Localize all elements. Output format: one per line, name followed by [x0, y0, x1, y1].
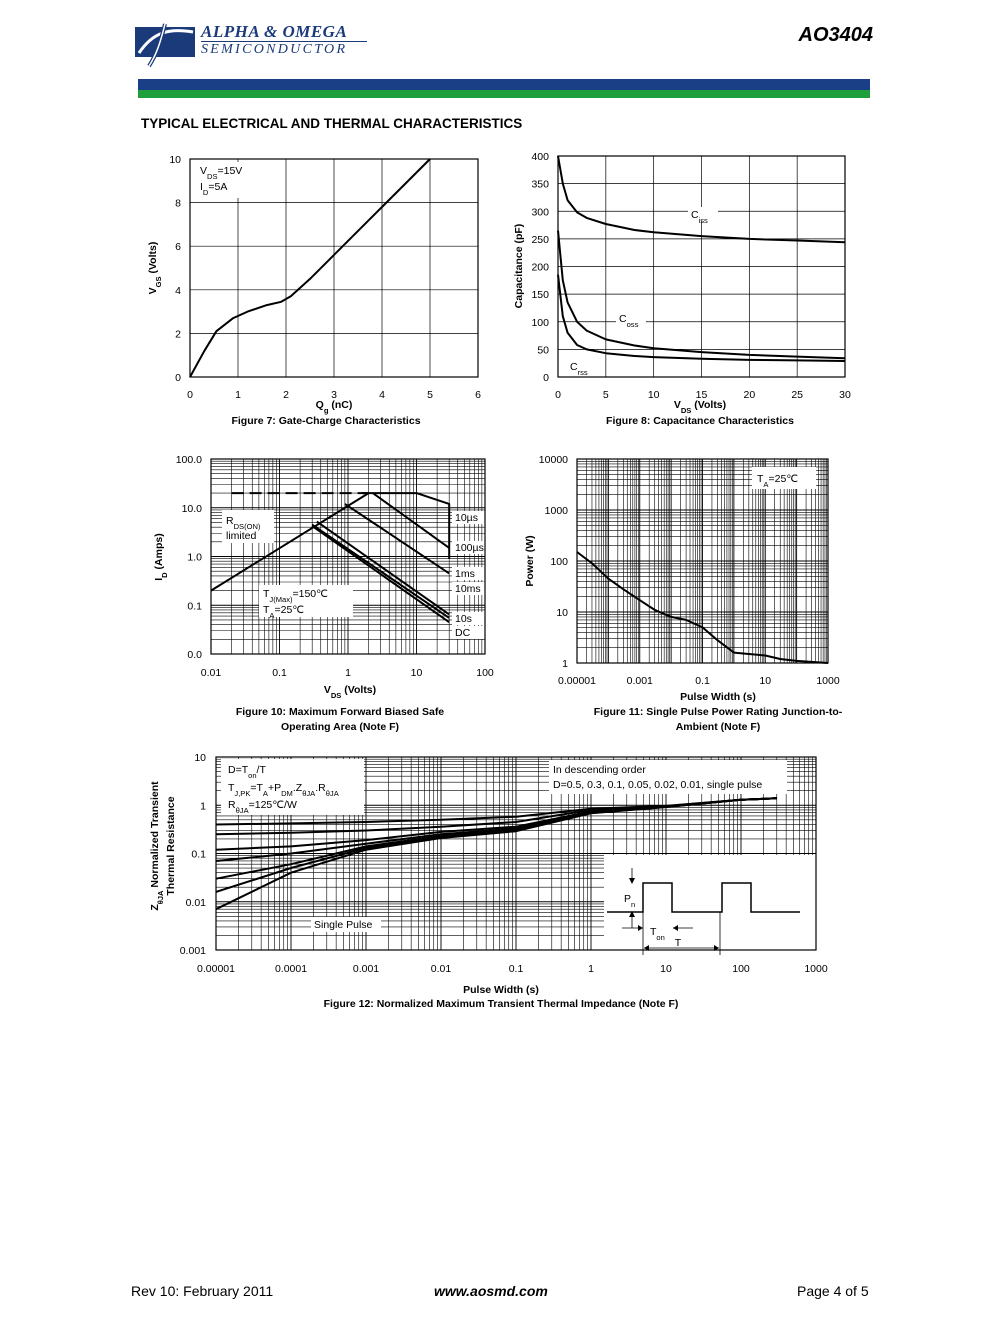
x-tick-label: 0.01 — [200, 667, 222, 679]
curve-label: 10s — [455, 613, 472, 625]
company-subtitle: SEMICONDUCTOR — [201, 42, 348, 57]
pulse-inset — [604, 855, 816, 950]
y-tick-label: 10 — [169, 154, 181, 166]
x-tick-label: 20 — [743, 389, 756, 401]
y-tick-label: 1 — [200, 800, 206, 813]
y-tick-label: 8 — [175, 197, 181, 210]
annotation-single-pulse: Single Pulse — [314, 919, 373, 931]
x-tick-label: 1000 — [816, 675, 840, 687]
x-tick-label: 4 — [379, 389, 385, 401]
annotation-limited: limited — [226, 530, 257, 542]
y-tick-label: 4 — [175, 284, 181, 297]
footer-revision: Rev 10: February 2011 — [131, 1283, 274, 1299]
chart-title: Figure 10: Maximum Forward Biased Safe — [235, 706, 445, 718]
y-tick-label: 50 — [537, 344, 549, 357]
chart-title: Figure 11: Single Pulse Power Rating Junction-to- — [593, 706, 843, 718]
x-tick-label: 30 — [839, 389, 851, 401]
x-tick-label: 0.001 — [352, 963, 380, 975]
y-tick-label: 0 — [175, 372, 181, 384]
y-tick-label: 0.001 — [179, 945, 206, 957]
y-axis-label: $Z_{\theta JA}$ Normalized Transient — [149, 781, 165, 911]
y-tick-label: 250 — [531, 233, 549, 246]
x-axis-label: $V_{DS}$ (Volts) — [673, 399, 727, 415]
y-tick-label: 350 — [531, 178, 549, 191]
y-tick-label: 0.1 — [187, 600, 202, 613]
x-tick-label: 10 — [647, 389, 660, 401]
inset-label-pn: $P_n$ — [624, 893, 636, 909]
chart-title: Figure 8: Capacitance Characteristics — [606, 415, 794, 427]
x-tick-label: 1 — [235, 389, 241, 401]
chart-fig8 — [513, 151, 851, 427]
x-axis-label: $Q_g$ (nC) — [315, 399, 353, 415]
x-tick-label: 5 — [602, 389, 609, 401]
section-title: TYPICAL ELECTRICAL AND THERMAL CHARACTERISTICS — [141, 116, 523, 131]
company-name: ALPHA & OMEGA — [201, 22, 348, 41]
y-axis-label: $I_D$ (Amps) — [153, 533, 169, 581]
chart-fig7 — [147, 154, 481, 427]
annotation-rtheta: $R_{\theta JA}=125℃/W$ — [228, 799, 297, 815]
chart-title-line2: Operating Area (Note F) — [280, 721, 400, 733]
y-tick-label: 1000 — [544, 505, 568, 517]
x-tick-label: 25 — [791, 389, 804, 401]
y-tick-label: 2 — [175, 328, 181, 341]
chart-title: Figure 12: Normalized Maximum Transient Thermal Impedance (Note F) — [323, 998, 679, 1010]
x-tick-label: 5 — [427, 389, 433, 401]
x-tick-label: 0.0001 — [274, 963, 308, 975]
y-axis-label: $V_{GS}$ (Volts) — [147, 241, 163, 295]
footer-page: Page 4 of 5 — [797, 1283, 869, 1299]
y-axis-label: Power (W) — [524, 535, 536, 587]
x-tick-label: 0.00001 — [197, 963, 235, 975]
chart-fig12 — [149, 752, 828, 1010]
x-tick-label: 0.1 — [272, 667, 287, 679]
y-axis-label: Capacitance (pF) — [513, 223, 525, 309]
y-tick-label: 0.0 — [187, 649, 202, 661]
y-tick-label: 10 — [194, 752, 206, 764]
curve-label: 1ms — [455, 568, 475, 580]
curve-label: 10ms — [455, 583, 481, 595]
part-number: AO3404 — [798, 24, 873, 46]
x-tick-label: 1 — [588, 963, 594, 975]
y-tick-label: 100 — [550, 556, 568, 568]
series-label-coss: $C_{oss}$ — [619, 313, 639, 329]
footer-website[interactable]: www.aosmd.com — [434, 1283, 548, 1299]
annotation-id: $I_D=5A$ — [200, 181, 228, 197]
x-tick-label: 10 — [660, 963, 672, 975]
chart-title-line2: Ambient (Note F) — [675, 721, 761, 733]
curve-label: DC — [455, 627, 471, 639]
series-label-crss: $C_{rss}$ — [570, 361, 588, 377]
x-axis-label: Pulse Width (s) — [680, 691, 756, 703]
x-tick-label: 6 — [475, 389, 481, 401]
x-tick-label: 0.00001 — [558, 675, 596, 687]
annotation-duty-list: D=0.5, 0.3, 0.1, 0.05, 0.02, 0.01, single pulse — [553, 779, 763, 791]
annotation-order: In descending order — [553, 764, 646, 776]
x-tick-label: 0.001 — [626, 675, 653, 687]
chart-fig10 — [153, 454, 494, 733]
x-tick-label: 100 — [732, 963, 750, 975]
y-tick-label: 300 — [531, 206, 549, 219]
y-tick-label: 10 — [556, 607, 568, 619]
y-axis-label-line2: Thermal Resistance — [165, 796, 177, 896]
chart-fig11 — [524, 454, 843, 733]
annotation-tjpk: $T_{J,PK}=T_A+P_{DM}.Z_{\theta JA}.R_{\theta JA}$ — [228, 782, 339, 798]
y-tick-label: 0 — [543, 372, 549, 384]
annotation-tj: $T_{J(Max)}=150℃$ — [263, 588, 328, 604]
x-tick-label: 0.01 — [430, 963, 452, 975]
x-axis-label: $V_{DS}$ (Volts) — [323, 684, 377, 700]
x-axis-label: Pulse Width (s) — [463, 984, 539, 996]
y-tick-label: 6 — [175, 241, 181, 254]
series-line — [345, 504, 449, 574]
y-tick-label: 0.01 — [185, 896, 206, 909]
y-tick-label: 150 — [531, 289, 549, 302]
chart-title: Figure 7: Gate-Charge Characteristics — [231, 415, 421, 427]
annotation-duty: $D=T_{on}/T$ — [228, 764, 266, 780]
series-label-ciss: $C_{iss}$ — [691, 209, 708, 225]
x-tick-label: 0.1 — [508, 963, 524, 975]
y-tick-label: 0.1 — [191, 848, 206, 861]
x-tick-label: 1000 — [804, 963, 828, 975]
y-tick-label: 1 — [562, 658, 568, 670]
y-tick-label: 10.0 — [181, 502, 202, 515]
curve-label: 10µs — [455, 512, 478, 524]
x-tick-label: 15 — [695, 389, 708, 401]
inset-label-period: T — [674, 937, 682, 949]
y-tick-label: 100.0 — [175, 454, 202, 466]
x-tick-label: 0.1 — [695, 675, 710, 687]
x-tick-label: 10 — [410, 667, 423, 679]
x-tick-label: 1 — [345, 667, 351, 679]
annotation-ta: $T_A=25℃$ — [757, 473, 799, 489]
y-tick-label: 100 — [531, 316, 549, 329]
x-tick-label: 0 — [555, 389, 561, 401]
series-line — [373, 493, 449, 548]
y-tick-label: 10000 — [538, 454, 568, 466]
x-tick-label: 0 — [187, 389, 193, 401]
curve-label: 100µs — [455, 542, 484, 554]
y-tick-label: 1.0 — [187, 551, 202, 564]
annotation-rdson: $R_{DS(ON)}$ — [226, 515, 261, 531]
annotation-ta: $T_A=25℃$ — [263, 604, 305, 620]
inset-label-ton: $T_{on}$ — [650, 926, 665, 942]
annotation-vds: $V_{DS}=15V$ — [200, 165, 243, 181]
y-tick-label: 400 — [531, 151, 549, 163]
x-tick-label: 10 — [759, 675, 772, 687]
x-tick-label: 100 — [476, 667, 494, 679]
x-tick-label: 2 — [283, 389, 289, 401]
x-tick-label: 3 — [331, 389, 337, 401]
y-tick-label: 200 — [531, 261, 549, 274]
